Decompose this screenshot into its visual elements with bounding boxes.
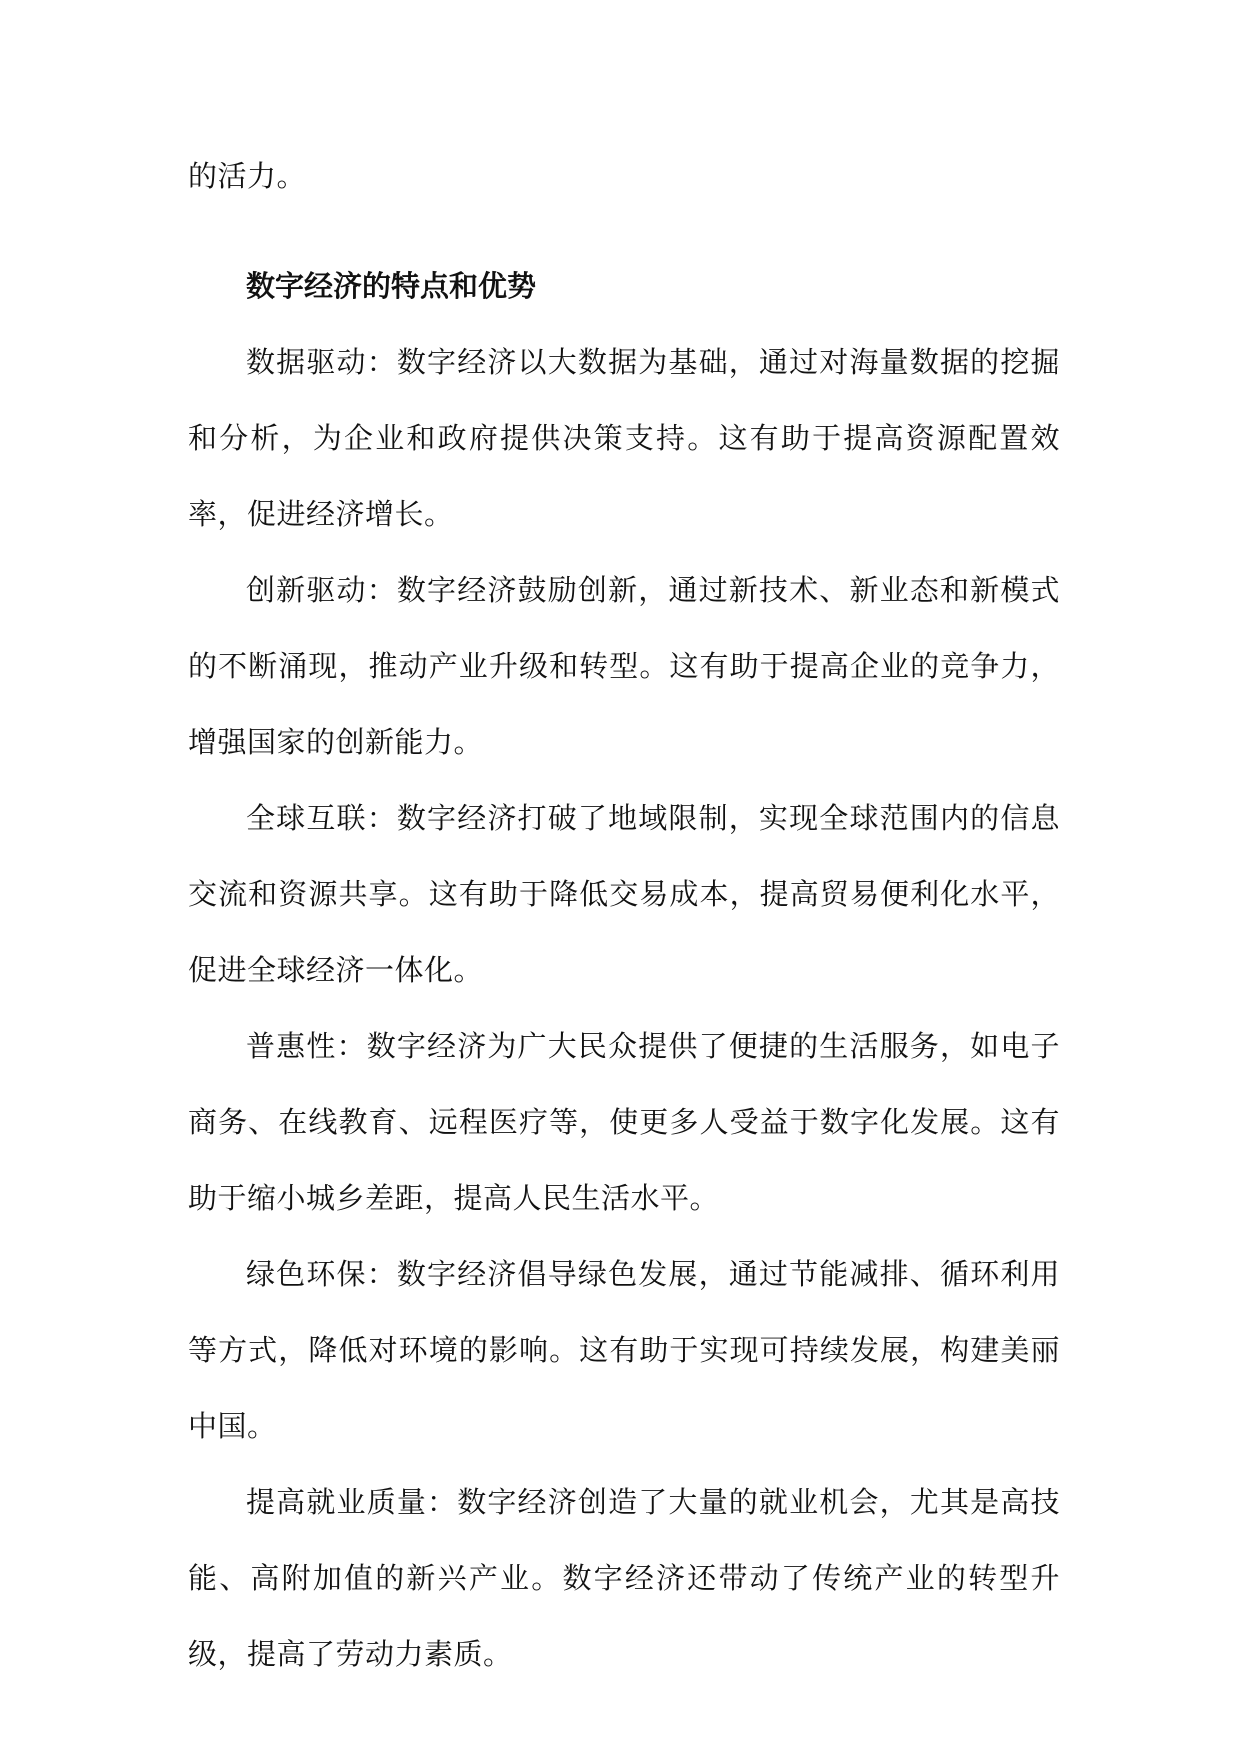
- paragraph-global-interconnection: 全球互联：数字经济打破了地域限制，实现全球范围内的信息交流和资源共享。这有助于降低交易成本，提高贸易便利化水平，促进全球经济一体化。: [188, 801, 1060, 987]
- paragraph-inclusiveness: 普惠性：数字经济为广大民众提供了便捷的生活服务，如电子商务、在线教育、远程医疗等，使更多人受益于数字化发展。这有助于缩小城乡差距，提高人民生活水平。: [188, 1029, 1060, 1215]
- paragraph-innovation-driven: 创新驱动：数字经济鼓励创新，通过新技术、新业态和新模式的不断涌现，推动产业升级和转型。这有助于提高企业的竞争力，增强国家的创新能力。: [188, 573, 1060, 759]
- paragraph-green-environment: 绿色环保：数字经济倡导绿色发展，通过节能减排、循环利用等方式，降低对环境的影响。这有助于实现可持续发展，构建美丽中国。: [188, 1257, 1060, 1443]
- paragraph-data-driven: 数据驱动：数字经济以大数据为基础，通过对海量数据的挖掘和分析，为企业和政府提供决策支持。这有助于提高资源配置效率，促进经济增长。: [188, 345, 1060, 531]
- paragraph-employment-quality: 提高就业质量：数字经济创造了大量的就业机会，尤其是高技能、高附加值的新兴产业。数字经济还带动了传统产业的转型升级，提高了劳动力素质。: [188, 1485, 1060, 1671]
- intro-continuation: 的活力。: [188, 159, 307, 193]
- section-heading: 数字经济的特点和优势: [246, 269, 537, 303]
- document-body: [188, 138, 1060, 1692]
